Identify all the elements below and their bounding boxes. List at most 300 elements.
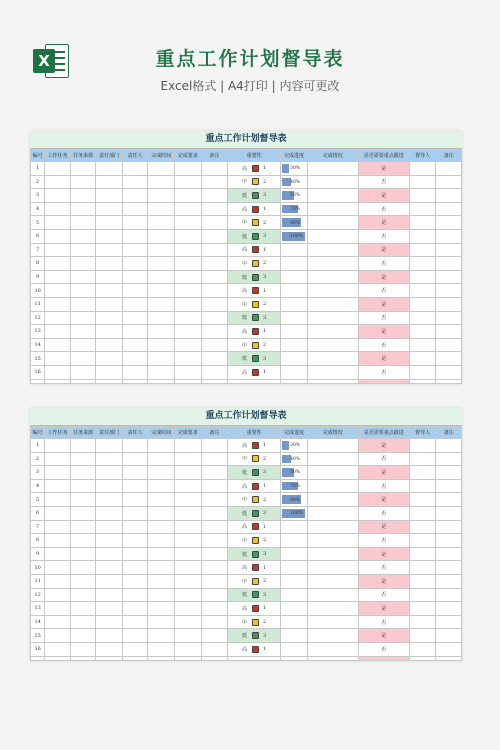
- row-number[interactable]: 7: [31, 243, 45, 257]
- progress-cell[interactable]: [281, 352, 308, 366]
- table-cell[interactable]: [201, 547, 228, 561]
- table-cell[interactable]: [70, 297, 96, 311]
- table-cell[interactable]: [122, 629, 148, 643]
- priority-cell[interactable]: [228, 243, 281, 257]
- table-cell[interactable]: [96, 561, 123, 575]
- table-cell[interactable]: [70, 588, 96, 602]
- table-cell[interactable]: [70, 189, 96, 203]
- table-cell[interactable]: [45, 162, 71, 176]
- follow-up-cell[interactable]: 否: [358, 311, 409, 325]
- table-cell[interactable]: [307, 466, 358, 480]
- table-cell[interactable]: [174, 175, 201, 189]
- table-cell[interactable]: [70, 352, 96, 366]
- table-cell[interactable]: [122, 365, 148, 379]
- table-cell[interactable]: [436, 284, 462, 298]
- table-cell[interactable]: [148, 175, 175, 189]
- table-cell[interactable]: [45, 615, 71, 629]
- table-cell[interactable]: [201, 642, 228, 656]
- table-cell[interactable]: [70, 534, 96, 548]
- table-cell[interactable]: [409, 629, 436, 643]
- row-number[interactable]: 3: [31, 189, 45, 203]
- table-cell[interactable]: [96, 229, 123, 243]
- priority-cell[interactable]: [228, 270, 281, 284]
- table-cell[interactable]: [96, 297, 123, 311]
- table-cell[interactable]: [45, 534, 71, 548]
- table-cell[interactable]: [96, 642, 123, 656]
- table-cell[interactable]: [409, 311, 436, 325]
- progress-cell[interactable]: [281, 311, 308, 325]
- table-cell[interactable]: [409, 534, 436, 548]
- table-cell[interactable]: [122, 588, 148, 602]
- table-cell[interactable]: [148, 642, 175, 656]
- table-cell[interactable]: [436, 297, 462, 311]
- table-cell[interactable]: [148, 311, 175, 325]
- table-cell[interactable]: [96, 325, 123, 339]
- table-cell[interactable]: [174, 439, 201, 453]
- table-cell[interactable]: [122, 520, 148, 534]
- table-cell[interactable]: [45, 216, 71, 230]
- progress-cell[interactable]: [281, 493, 308, 507]
- table-cell[interactable]: [70, 229, 96, 243]
- table-cell[interactable]: [45, 365, 71, 379]
- table-cell[interactable]: [45, 229, 71, 243]
- table-cell[interactable]: [436, 588, 462, 602]
- table-cell[interactable]: [70, 642, 96, 656]
- table-cell[interactable]: [201, 270, 228, 284]
- table-cell[interactable]: [436, 202, 462, 216]
- row-number[interactable]: 10: [31, 284, 45, 298]
- follow-up-cell[interactable]: 是: [358, 216, 409, 230]
- progress-cell[interactable]: [281, 629, 308, 643]
- table-cell[interactable]: [436, 257, 462, 271]
- table-cell[interactable]: [436, 561, 462, 575]
- table-cell[interactable]: [148, 574, 175, 588]
- progress-cell[interactable]: [281, 506, 308, 520]
- table-cell[interactable]: [174, 574, 201, 588]
- table-cell[interactable]: [45, 520, 71, 534]
- table-cell[interactable]: [148, 534, 175, 548]
- progress-cell[interactable]: [281, 642, 308, 656]
- progress-cell[interactable]: [281, 297, 308, 311]
- priority-cell[interactable]: [228, 162, 281, 176]
- table-cell[interactable]: [45, 297, 71, 311]
- table-cell[interactable]: [409, 189, 436, 203]
- table-cell[interactable]: [45, 493, 71, 507]
- priority-cell[interactable]: [228, 588, 281, 602]
- table-cell[interactable]: [45, 479, 71, 493]
- priority-cell[interactable]: [228, 338, 281, 352]
- table-cell[interactable]: [70, 493, 96, 507]
- table-cell[interactable]: [70, 439, 96, 453]
- progress-cell[interactable]: [281, 189, 308, 203]
- follow-up-cell[interactable]: 否: [358, 365, 409, 379]
- table-cell[interactable]: [70, 561, 96, 575]
- row-number[interactable]: 16: [31, 642, 45, 656]
- table-cell[interactable]: [122, 352, 148, 366]
- table-cell[interactable]: [436, 520, 462, 534]
- table-cell[interactable]: [307, 243, 358, 257]
- table-cell[interactable]: [409, 439, 436, 453]
- table-cell[interactable]: [409, 202, 436, 216]
- follow-up-cell[interactable]: 是: [358, 162, 409, 176]
- table-cell[interactable]: [148, 493, 175, 507]
- table-cell[interactable]: [201, 325, 228, 339]
- table-cell[interactable]: [96, 352, 123, 366]
- table-cell[interactable]: [436, 534, 462, 548]
- table-cell[interactable]: [148, 297, 175, 311]
- progress-cell[interactable]: [281, 574, 308, 588]
- table-cell[interactable]: [201, 365, 228, 379]
- table-cell[interactable]: [307, 629, 358, 643]
- table-cell[interactable]: [307, 325, 358, 339]
- table-cell[interactable]: [436, 547, 462, 561]
- progress-cell[interactable]: [281, 162, 308, 176]
- table-cell[interactable]: [122, 642, 148, 656]
- table-cell[interactable]: [307, 547, 358, 561]
- table-cell[interactable]: [70, 270, 96, 284]
- table-cell[interactable]: [174, 493, 201, 507]
- table-cell[interactable]: [409, 588, 436, 602]
- table-cell[interactable]: [307, 561, 358, 575]
- table-cell[interactable]: [307, 189, 358, 203]
- follow-up-cell[interactable]: 是: [358, 439, 409, 453]
- table-cell[interactable]: [148, 615, 175, 629]
- table-cell[interactable]: [96, 365, 123, 379]
- table-cell[interactable]: [70, 547, 96, 561]
- table-cell[interactable]: [45, 452, 71, 466]
- table-cell[interactable]: [409, 257, 436, 271]
- table-cell[interactable]: [436, 162, 462, 176]
- table-cell[interactable]: [45, 629, 71, 643]
- priority-cell[interactable]: [228, 365, 281, 379]
- table-cell[interactable]: [409, 602, 436, 616]
- table-cell[interactable]: [122, 229, 148, 243]
- table-cell[interactable]: [307, 352, 358, 366]
- table-cell[interactable]: [45, 202, 71, 216]
- priority-cell[interactable]: [228, 493, 281, 507]
- row-number[interactable]: 11: [31, 574, 45, 588]
- table-cell[interactable]: [96, 615, 123, 629]
- table-cell[interactable]: [307, 297, 358, 311]
- table-cell[interactable]: [122, 574, 148, 588]
- table-cell[interactable]: [96, 452, 123, 466]
- row-number[interactable]: 7: [31, 520, 45, 534]
- row-number[interactable]: 1: [31, 162, 45, 176]
- table-cell[interactable]: [45, 243, 71, 257]
- table-cell[interactable]: [201, 466, 228, 480]
- table-cell[interactable]: [45, 325, 71, 339]
- table-cell[interactable]: [96, 588, 123, 602]
- follow-up-cell[interactable]: 否: [358, 561, 409, 575]
- table-cell[interactable]: [174, 162, 201, 176]
- table-cell[interactable]: [307, 493, 358, 507]
- table-cell[interactable]: [148, 561, 175, 575]
- priority-cell[interactable]: [228, 311, 281, 325]
- table-cell[interactable]: [174, 561, 201, 575]
- table-cell[interactable]: [201, 297, 228, 311]
- row-number[interactable]: 5: [31, 493, 45, 507]
- table-cell[interactable]: [148, 588, 175, 602]
- table-cell[interactable]: [148, 602, 175, 616]
- table-cell[interactable]: [307, 365, 358, 379]
- table-cell[interactable]: [122, 479, 148, 493]
- table-cell[interactable]: [307, 439, 358, 453]
- table-cell[interactable]: [122, 615, 148, 629]
- table-cell[interactable]: [70, 284, 96, 298]
- progress-cell[interactable]: [281, 338, 308, 352]
- table-cell[interactable]: [122, 325, 148, 339]
- table-cell[interactable]: [201, 202, 228, 216]
- priority-cell[interactable]: [228, 642, 281, 656]
- table-cell[interactable]: [70, 257, 96, 271]
- table-cell[interactable]: [70, 162, 96, 176]
- table-cell[interactable]: [201, 493, 228, 507]
- follow-up-cell[interactable]: 否: [358, 588, 409, 602]
- follow-up-cell[interactable]: 否: [358, 506, 409, 520]
- table-cell[interactable]: [436, 365, 462, 379]
- follow-up-cell[interactable]: 否: [358, 642, 409, 656]
- table-cell[interactable]: [122, 439, 148, 453]
- table-cell[interactable]: [436, 270, 462, 284]
- table-cell[interactable]: [148, 479, 175, 493]
- table-cell[interactable]: [70, 311, 96, 325]
- table-cell[interactable]: [201, 534, 228, 548]
- row-number[interactable]: 10: [31, 561, 45, 575]
- follow-up-cell[interactable]: 是: [358, 189, 409, 203]
- table-cell[interactable]: [174, 229, 201, 243]
- table-cell[interactable]: [436, 602, 462, 616]
- table-cell[interactable]: [96, 257, 123, 271]
- table-cell[interactable]: [122, 202, 148, 216]
- table-cell[interactable]: [174, 243, 201, 257]
- table-cell[interactable]: [409, 229, 436, 243]
- table-cell[interactable]: [96, 162, 123, 176]
- table-cell[interactable]: [307, 257, 358, 271]
- follow-up-cell[interactable]: 否: [358, 257, 409, 271]
- table-cell[interactable]: [45, 439, 71, 453]
- table-cell[interactable]: [148, 629, 175, 643]
- table-cell[interactable]: [45, 284, 71, 298]
- table-cell[interactable]: [174, 202, 201, 216]
- priority-cell[interactable]: [228, 534, 281, 548]
- follow-up-cell[interactable]: 是: [358, 574, 409, 588]
- follow-up-cell[interactable]: 是: [358, 325, 409, 339]
- row-number[interactable]: 2: [31, 452, 45, 466]
- progress-cell[interactable]: [281, 257, 308, 271]
- table-cell[interactable]: [70, 602, 96, 616]
- table-cell[interactable]: [122, 162, 148, 176]
- follow-up-cell[interactable]: 是: [358, 520, 409, 534]
- table-cell[interactable]: [201, 162, 228, 176]
- table-cell[interactable]: [148, 325, 175, 339]
- row-number[interactable]: 12: [31, 311, 45, 325]
- table-cell[interactable]: [201, 352, 228, 366]
- table-cell[interactable]: [201, 311, 228, 325]
- table-cell[interactable]: [96, 243, 123, 257]
- follow-up-cell[interactable]: 否: [358, 534, 409, 548]
- table-cell[interactable]: [436, 175, 462, 189]
- table-cell[interactable]: [174, 506, 201, 520]
- priority-cell[interactable]: [228, 547, 281, 561]
- priority-cell[interactable]: [228, 216, 281, 230]
- table-cell[interactable]: [148, 506, 175, 520]
- table-cell[interactable]: [174, 297, 201, 311]
- follow-up-cell[interactable]: 是: [358, 547, 409, 561]
- table-cell[interactable]: [307, 452, 358, 466]
- table-cell[interactable]: [96, 439, 123, 453]
- table-cell[interactable]: [45, 642, 71, 656]
- table-cell[interactable]: [409, 452, 436, 466]
- table-cell[interactable]: [409, 338, 436, 352]
- table-cell[interactable]: [148, 216, 175, 230]
- follow-up-cell[interactable]: 是: [358, 466, 409, 480]
- table-cell[interactable]: [148, 466, 175, 480]
- table-cell[interactable]: [409, 561, 436, 575]
- row-number[interactable]: 6: [31, 506, 45, 520]
- priority-cell[interactable]: [228, 202, 281, 216]
- row-number[interactable]: 4: [31, 202, 45, 216]
- priority-cell[interactable]: [228, 574, 281, 588]
- table-cell[interactable]: [45, 547, 71, 561]
- table-cell[interactable]: [122, 547, 148, 561]
- table-cell[interactable]: [148, 352, 175, 366]
- table-cell[interactable]: [409, 615, 436, 629]
- follow-up-cell[interactable]: 否: [358, 202, 409, 216]
- table-cell[interactable]: [409, 466, 436, 480]
- priority-cell[interactable]: [228, 506, 281, 520]
- table-cell[interactable]: [201, 588, 228, 602]
- table-cell[interactable]: [307, 602, 358, 616]
- priority-cell[interactable]: [228, 439, 281, 453]
- follow-up-cell[interactable]: 否: [358, 175, 409, 189]
- table-cell[interactable]: [436, 452, 462, 466]
- table-cell[interactable]: [307, 588, 358, 602]
- table-cell[interactable]: [201, 452, 228, 466]
- table-cell[interactable]: [70, 574, 96, 588]
- priority-cell[interactable]: [228, 175, 281, 189]
- progress-cell[interactable]: [281, 547, 308, 561]
- table-cell[interactable]: [96, 479, 123, 493]
- priority-cell[interactable]: [228, 189, 281, 203]
- table-cell[interactable]: [201, 506, 228, 520]
- table-cell[interactable]: [45, 257, 71, 271]
- row-number[interactable]: 13: [31, 602, 45, 616]
- table-cell[interactable]: [174, 466, 201, 480]
- table-cell[interactable]: [174, 520, 201, 534]
- table-cell[interactable]: [45, 175, 71, 189]
- table-cell[interactable]: [45, 602, 71, 616]
- row-number[interactable]: 6: [31, 229, 45, 243]
- priority-cell[interactable]: [228, 479, 281, 493]
- table-cell[interactable]: [122, 297, 148, 311]
- table-cell[interactable]: [70, 243, 96, 257]
- table-cell[interactable]: [70, 216, 96, 230]
- priority-cell[interactable]: [228, 466, 281, 480]
- priority-cell[interactable]: [228, 629, 281, 643]
- table-cell[interactable]: [409, 325, 436, 339]
- table-cell[interactable]: [307, 506, 358, 520]
- progress-cell[interactable]: [281, 439, 308, 453]
- table-cell[interactable]: [148, 270, 175, 284]
- table-cell[interactable]: [201, 338, 228, 352]
- table-cell[interactable]: [45, 506, 71, 520]
- table-cell[interactable]: [409, 162, 436, 176]
- table-cell[interactable]: [96, 270, 123, 284]
- progress-cell[interactable]: [281, 243, 308, 257]
- row-number[interactable]: 4: [31, 479, 45, 493]
- table-cell[interactable]: [174, 338, 201, 352]
- table-cell[interactable]: [307, 574, 358, 588]
- table-cell[interactable]: [122, 311, 148, 325]
- row-number[interactable]: 16: [31, 365, 45, 379]
- follow-up-cell[interactable]: 是: [358, 297, 409, 311]
- follow-up-cell[interactable]: 否: [358, 284, 409, 298]
- table-cell[interactable]: [70, 452, 96, 466]
- follow-up-cell[interactable]: 否: [358, 615, 409, 629]
- table-cell[interactable]: [45, 338, 71, 352]
- table-cell[interactable]: [174, 270, 201, 284]
- progress-cell[interactable]: [281, 216, 308, 230]
- table-cell[interactable]: [96, 520, 123, 534]
- table-cell[interactable]: [436, 642, 462, 656]
- table-cell[interactable]: [201, 189, 228, 203]
- table-cell[interactable]: [96, 284, 123, 298]
- table-cell[interactable]: [122, 243, 148, 257]
- progress-cell[interactable]: [281, 175, 308, 189]
- table-cell[interactable]: [70, 520, 96, 534]
- table-cell[interactable]: [409, 243, 436, 257]
- table-cell[interactable]: [122, 534, 148, 548]
- table-cell[interactable]: [174, 534, 201, 548]
- progress-cell[interactable]: [281, 229, 308, 243]
- priority-cell[interactable]: [228, 229, 281, 243]
- table-cell[interactable]: [436, 439, 462, 453]
- table-cell[interactable]: [201, 175, 228, 189]
- table-cell[interactable]: [409, 352, 436, 366]
- priority-cell[interactable]: [228, 284, 281, 298]
- table-cell[interactable]: [96, 506, 123, 520]
- table-cell[interactable]: [122, 452, 148, 466]
- table-cell[interactable]: [96, 189, 123, 203]
- table-cell[interactable]: [174, 547, 201, 561]
- table-cell[interactable]: [307, 216, 358, 230]
- progress-cell[interactable]: [281, 561, 308, 575]
- priority-cell[interactable]: [228, 297, 281, 311]
- table-cell[interactable]: [122, 189, 148, 203]
- table-cell[interactable]: [436, 311, 462, 325]
- priority-cell[interactable]: [228, 325, 281, 339]
- table-cell[interactable]: [409, 547, 436, 561]
- table-cell[interactable]: [307, 534, 358, 548]
- table-cell[interactable]: [409, 284, 436, 298]
- table-cell[interactable]: [122, 338, 148, 352]
- table-cell[interactable]: [70, 202, 96, 216]
- table-cell[interactable]: [201, 629, 228, 643]
- table-cell[interactable]: [409, 365, 436, 379]
- progress-cell[interactable]: [281, 534, 308, 548]
- table-cell[interactable]: [307, 520, 358, 534]
- row-number[interactable]: 9: [31, 547, 45, 561]
- table-cell[interactable]: [436, 189, 462, 203]
- priority-cell[interactable]: [228, 452, 281, 466]
- table-cell[interactable]: [45, 466, 71, 480]
- row-number[interactable]: 13: [31, 325, 45, 339]
- table-cell[interactable]: [436, 216, 462, 230]
- table-cell[interactable]: [45, 311, 71, 325]
- table-cell[interactable]: [148, 439, 175, 453]
- table-cell[interactable]: [174, 284, 201, 298]
- table-cell[interactable]: [436, 615, 462, 629]
